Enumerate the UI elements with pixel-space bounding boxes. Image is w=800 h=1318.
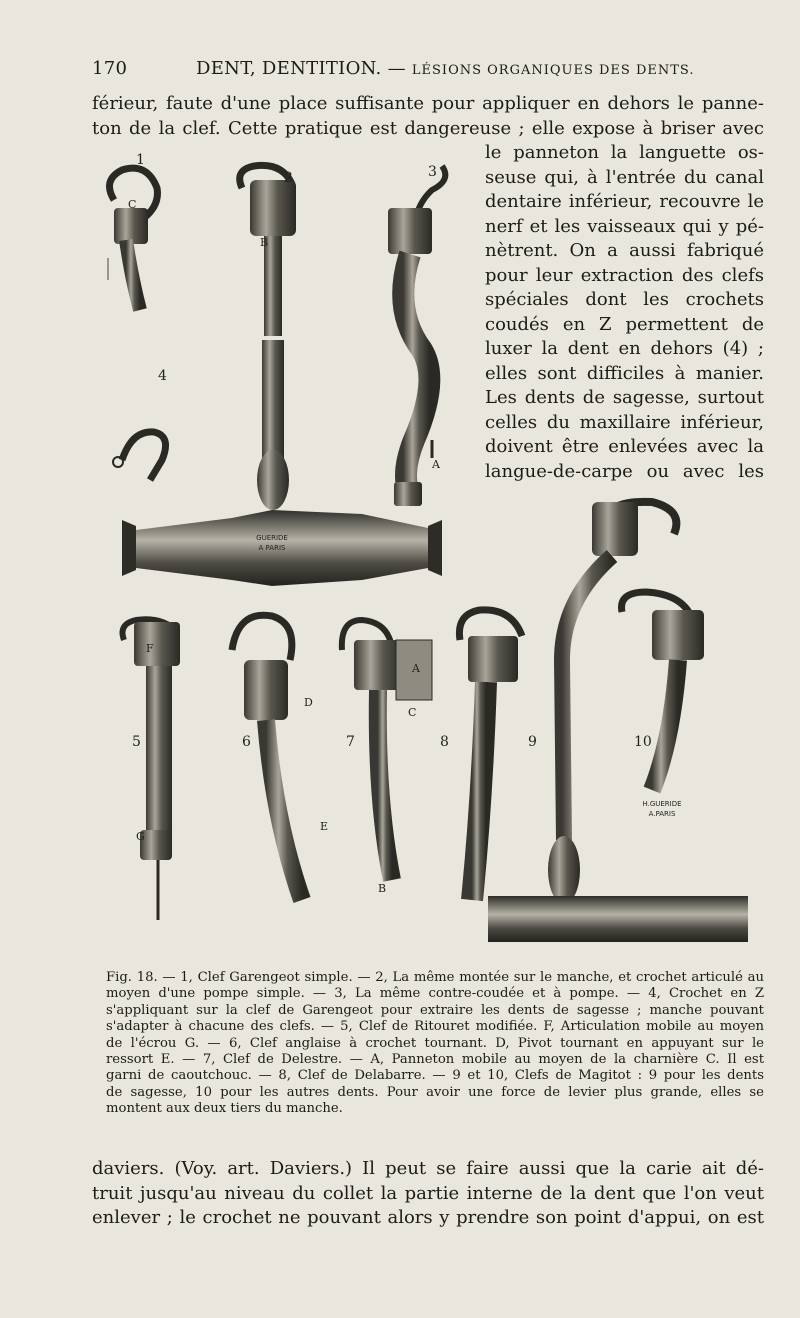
text-line: truit jusqu'au niveau du collet la partie interne de la dent que l'on veut (92, 1182, 764, 1204)
caption-line: s'appliquant sur la clef de Garengeot pour extraire les dents de sagesse ; manche pouvant (106, 1002, 764, 1018)
text-line: langue-de-carpe ou avec les (485, 460, 764, 482)
fig-label-9: 9 (528, 734, 537, 750)
fig-label-6: 6 (242, 734, 251, 750)
text-line: pour leur extraction des clefs (485, 264, 764, 286)
letter-label-d: D (304, 696, 313, 709)
fig-label-10: 10 (634, 734, 652, 750)
body-paragraph-bottom (92, 1157, 764, 1231)
tool-2-garengeot-mounted (240, 165, 296, 510)
text-line: enlever ; le crochet ne pouvant alors y prendre son point d'appui, on est (92, 1207, 764, 1228)
text-line: spéciales dont les crochets (485, 289, 764, 310)
tool-10-magitot-key (622, 592, 705, 818)
text-line: daviers. (Voy. art. Daviers.) Il peut se faire aussi que la carie ait dé- (92, 1158, 764, 1179)
tool-3-garengeot-contre-coudee (388, 166, 445, 506)
caption-line: moyen d'une pompe simple. — 3, La même contre-coudée et à pompe. — 4, Crochet en Z (106, 986, 764, 1002)
fig-label-7: 7 (346, 734, 355, 750)
fig-label-4: 4 (158, 368, 167, 384)
text-line: celles du maxillaire inférieur, (485, 411, 764, 433)
main-t-handle (122, 510, 442, 586)
fig-label-3: 3 (428, 164, 437, 180)
figure-caption (106, 970, 764, 1118)
header-title-text: DENT, DENTITION. (196, 58, 382, 79)
header-title (196, 58, 695, 79)
figure-dental-keys (92, 140, 764, 960)
letter-label-f: F (146, 642, 154, 655)
caption-line: montent aux deux tiers du manche. (106, 1101, 343, 1117)
caption-line: de sagesse, 10 pour les autres dents. Pour avoir une force de levier plus grande, elles se (106, 1084, 764, 1100)
text-line: seuse qui, à l'entrée du canal (485, 166, 764, 188)
caption-line: ressort E. — 7, Clef de Delestre. — A, Panneton mobile au moyen de la charnière C. Il est (106, 1051, 764, 1067)
tool-10-stamp-city: A.PARIS (648, 810, 676, 818)
fig-label-8: 8 (440, 734, 449, 750)
letter-label-c2: C (408, 706, 417, 719)
main-handle-stamp: GUERIDE (256, 534, 288, 542)
text-line: nerf et les vaisseaux qui y pé- (485, 215, 764, 237)
page-number: 170 (92, 58, 128, 79)
fig-label-2: 2 (284, 170, 293, 186)
letter-label-a2: A (412, 662, 420, 675)
caption-line: de l'écrou G. — 6, Clef anglaise à crochet tournant. D, Pivot tournant en appuyant sur le (106, 1035, 764, 1051)
tool-8-delabarre-key (459, 610, 522, 900)
body-paragraph-top (92, 92, 764, 141)
letter-label-b: B (260, 236, 269, 249)
fig-label-5: 5 (132, 734, 141, 750)
text-line: dentaire inférieur, recouvre le (485, 191, 764, 212)
tool-10-stamp: H.GUERIDE (642, 800, 682, 808)
text-line: le panneton la languette os- (485, 142, 764, 163)
tool-6-english-key (232, 615, 302, 900)
header-dash: — (381, 58, 412, 79)
letter-label-g: G (136, 830, 145, 843)
main-handle-stamp-city: A PARIS (258, 544, 286, 552)
caption-line: s'adapter à chacune des clefs. — 5, Clef de Ritouret modifiée. F, Articulation mobile au moyen (106, 1019, 764, 1035)
tool-1-garengeot-key (108, 168, 157, 310)
running-header (92, 58, 764, 84)
text-line: luxer la dent en dehors (4) ; (485, 338, 764, 359)
text-line: elles sont difficiles à manier. (485, 362, 764, 384)
caption-line: garni de caoutchouc. — 8, Clef de Delabarre. — 9 et 10, Clefs de Magitot : 9 pour les dents (106, 1068, 764, 1084)
text-line: doivent être enlevées avec la (485, 436, 764, 457)
letter-label-e: E (320, 820, 329, 833)
caption-line: Fig. 18. — 1, Clef Garengeot simple. — 2, La même montée sur le manche, et crochet articulé au (106, 970, 764, 985)
figure-illustration (92, 140, 764, 960)
fig-label-1: 1 (136, 152, 145, 168)
text-line: Les dents de sagesse, surtout (485, 387, 764, 408)
letter-label-a: A (432, 458, 440, 471)
text-line: ton de la clef. Cette pratique est dangereuse ; elle expose à briser avec (92, 117, 764, 139)
header-subtitle: LÉSIONS ORGANIQUES DES DENTS. (411, 63, 695, 78)
text-line: férieur, faute d'une place suffisante pour appliquer en dehors le panne- (92, 93, 764, 114)
tool-7-delestre-key (342, 620, 432, 880)
text-line: coudés en Z permettent de (485, 313, 764, 335)
letter-label-b2: B (378, 882, 387, 895)
tool-4-z-hook (113, 432, 166, 480)
letter-label-c: C (128, 198, 137, 211)
tool-5-ritouret-key (123, 619, 181, 920)
tool-9-magitot-key (488, 502, 748, 942)
text-line: nètrent. On a aussi fabriqué (485, 240, 764, 261)
